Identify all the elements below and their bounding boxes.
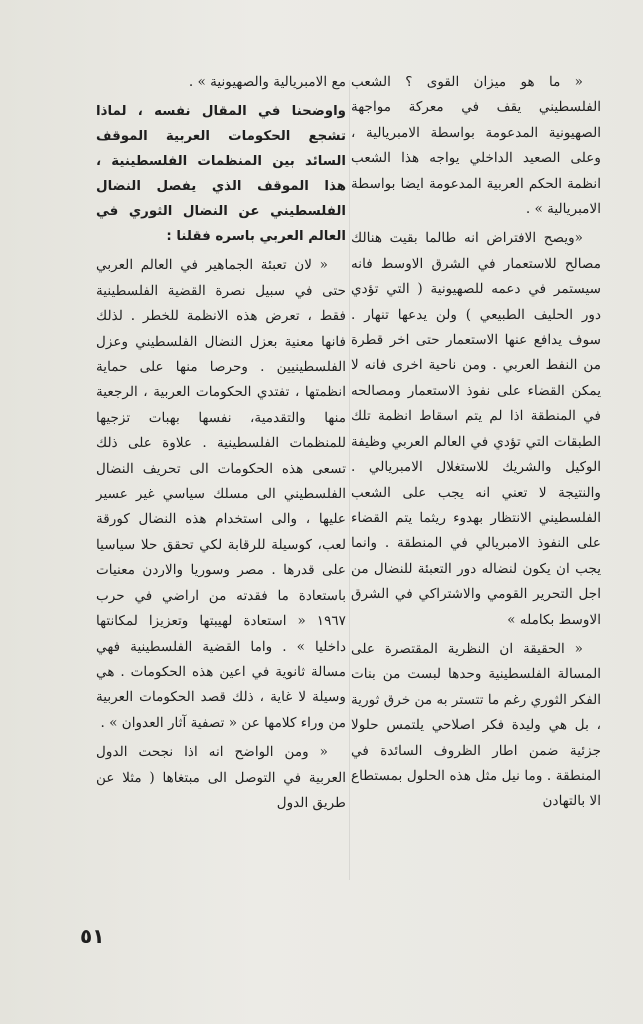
right-text-column bbox=[351, 70, 601, 819]
right-paragraph-2: «ويصح الافتراض انه طالما بقيت هنالك مصالح للاستعمار في الشرق الاوسط فانه سيستمر في دعمه للصهيونية ( التي تؤدي دور الحليف الطبيعي ) ولن يدعها تنهار . سوف يدافع عنها الاستعمار حتى اخر قطرة من النفط العربي . ومن ناحية اخرى فانه لا يمكن القضاء على نفوذ الاستعمار ومصالحه في المنطقة اذا لم يتم اسقاط انظمة تلك الطبقات التي تؤدي في العالم العربي وظيفة الوكيل والشريك للاستغلال الامبريالي . والنتيجة لا تعني انه يجب على الشعب الفلسطيني الانتظار بهدوء ريثما يتم القضاء على النفوذ الامبريالي في المنطقة . وانما يجب ان يكون لنضاله دور التعبئة للنضال من اجل التحرير القومي والاشتراكي في الشرق الاوسط بكامله » bbox=[351, 230, 601, 628]
right-paragraph-1: « ما هو ميزان القوى ؟ الشعب الفلسطيني يقف في معركة مواجهة الصهيونية المدعومة بواسطة الامبريالية ، وعلى الصعيد الداخلي يواجه هذا الشعب انظمة الحكم العربية المدعومة ايضا بواسطة الامبريالية » . bbox=[351, 74, 601, 218]
page-number: ٥١ bbox=[80, 924, 105, 948]
right-paragraph-3: « الحقيقة ان النظرية المقتصرة على المسالة الفلسطينية وحدها لبست من بنات الفكر الثوري رغم ما تتستر به من خرق ثورية ، بل هي وليدة فكر اصلاحي يلتمس حلولا جزئية ضمن اطار الظروف السائدة في المنطقة . وما نيل مثل هذه الحلول بمستطاع الا بالتهادن bbox=[351, 640, 601, 810]
column-divider bbox=[349, 80, 350, 880]
left-bold-paragraph: واوضحنا في المقال نفسه ، لماذا تشجع الحكومات العربية الموقف السائد بين المنظمات الفلسطينية ، هذا الموقف الذي يفصل النضال الفلسطيني عن النضال الثوري في العالم العربي باسره فقلنا : bbox=[96, 104, 346, 245]
left-text-column bbox=[96, 70, 346, 820]
left-paragraph-4: « ومن الواضح انه اذا نجحت الدول العربية في التوصل الى مبتغاها ( مثلا عن طريق الدول bbox=[96, 744, 346, 811]
left-paragraph-3: « لان تعبئة الجماهير في العالم العربي حتى في سبيل نصرة القضية الفلسطينية فقط ، تعرض هذه الانظمة للخطر . لذلك فانها معنية بعزل النضال الفلسطيني وعزل الفلسطينيين . وحرصا منها على حماية انظمتها ، تفتدي الحكومات العربية ، الرجعية منها والتقدمية، نفسها بهبات تزجيها للمنظمات الفلسطينية . علاوة على ذلك تسعى هذه الحكومات الى تحريف النضال الفلسطيني الى مسلك سياسي غير عسير عليها ، والى استخدام هذه النضال كورقة لعب، كوسيلة للرقابة لكي تحقق حلا سياسيا على قدرها . مصر وسوريا والاردن معنيات باستعادة ما فقدته من اراضي في حرب ١٩٦٧ « استعادة لهيبتها وتعزيزا لمكانتها داخليا » . واما القضية الفلسطينية فهي مسالة ثانوية في اعين هذه الحكومات . هي وسيلة لا غاية ، ذلك قصد الحكومات العربية من وراء كلامها عن « تصفية آثار العدوان » . bbox=[96, 257, 346, 731]
left-paragraph-1: مع الامبريالية والصهيونية » . bbox=[188, 74, 346, 90]
